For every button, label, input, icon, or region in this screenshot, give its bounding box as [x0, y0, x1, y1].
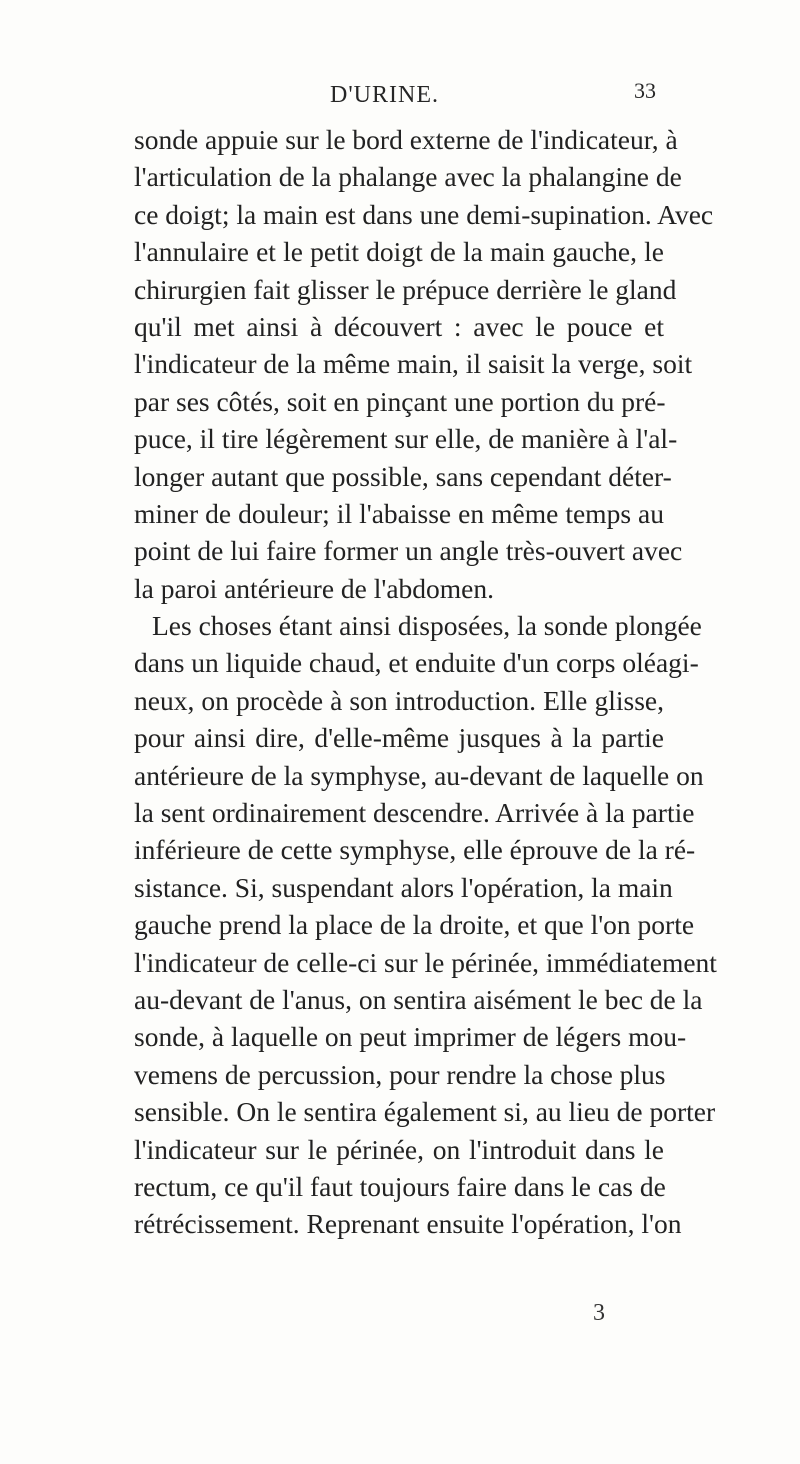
text-line: l'articulation de la phalange avec la phalangine de: [134, 161, 682, 193]
text-line: gauche prend la place de la droite, et que l'on porte: [134, 909, 695, 941]
text-line: l'indicateur de la même main, il saisit la verge, soit: [134, 348, 693, 380]
text-line: la sent ordinairement descendre. Arrivée à la partie: [134, 797, 695, 829]
text-line: l'annulaire et le petit doigt de la main gauche, le: [134, 236, 664, 268]
text-line: rétrécissement. Reprenant ensuite l'opération, l'on: [134, 1208, 682, 1240]
text-line: l'indicateur de celle-ci sur le périnée, immédiatement: [134, 946, 717, 978]
text-line: par ses côtés, soit en pinçant une portion du pré-: [134, 385, 666, 417]
page-number: 33: [634, 78, 656, 103]
text-line: ce doigt; la main est dans une demi-supination. Avec: [134, 198, 714, 230]
text-line: miner de douleur; il l'abaisse en même temps au: [134, 497, 664, 529]
text-line: sonde, à laquelle on peut imprimer de légers mou-: [134, 1021, 687, 1053]
paragraph-first-line: Les choses étant ainsi disposées, la sonde plongée: [152, 610, 702, 642]
text-line: antérieure de la symphyse, au-devant de laquelle on: [134, 759, 704, 791]
text-line: inférieure de cette symphyse, elle éprouve de la ré-: [134, 834, 696, 866]
text-line: qu'il met ainsi à découvert : avec le pouce et: [134, 310, 664, 342]
text-line: vemens de percussion, pour rendre la chose plus: [134, 1058, 666, 1090]
body-text: [134, 121, 717, 1243]
text-line: sistance. Si, suspendant alors l'opération, la main: [134, 871, 673, 903]
text-line: au-devant de l'anus, on sentira aisément le bec de la: [134, 983, 703, 1015]
text-line: sonde appuie sur le bord externe de l'indicateur, à: [134, 124, 678, 155]
text-line: l'indicateur sur le périnée, on l'introduit dans le: [134, 1133, 664, 1165]
text-line: rectum, ce qu'il faut toujours faire dans le cas de: [134, 1170, 666, 1202]
running-head-title: D'URINE.: [330, 82, 439, 108]
signature-mark: 3: [593, 1300, 605, 1326]
text-line: dans un liquide chaud, et enduite d'un corps oléagi-: [134, 647, 699, 679]
text-line: longer autant que possible, sans cependant déter-: [134, 460, 672, 492]
text-line: la paroi antérieure de l'abdomen.: [134, 572, 494, 604]
text-line: chirurgien fait glisser le prépuce derrière le gland: [134, 273, 677, 305]
running-head: [0, 78, 800, 116]
text-line: sensible. On le sentira également si, au lieu de porter: [134, 1096, 716, 1128]
text-line: pour ainsi dire, d'elle-même jusques à la partie: [134, 722, 664, 754]
text-line: point de lui faire former un angle très-ouvert avec: [134, 535, 683, 567]
text-line: neux, on procède à son introduction. Elle glisse,: [134, 684, 664, 716]
text-line: puce, il tire légèrement sur elle, de manière à l'al-: [134, 423, 678, 455]
